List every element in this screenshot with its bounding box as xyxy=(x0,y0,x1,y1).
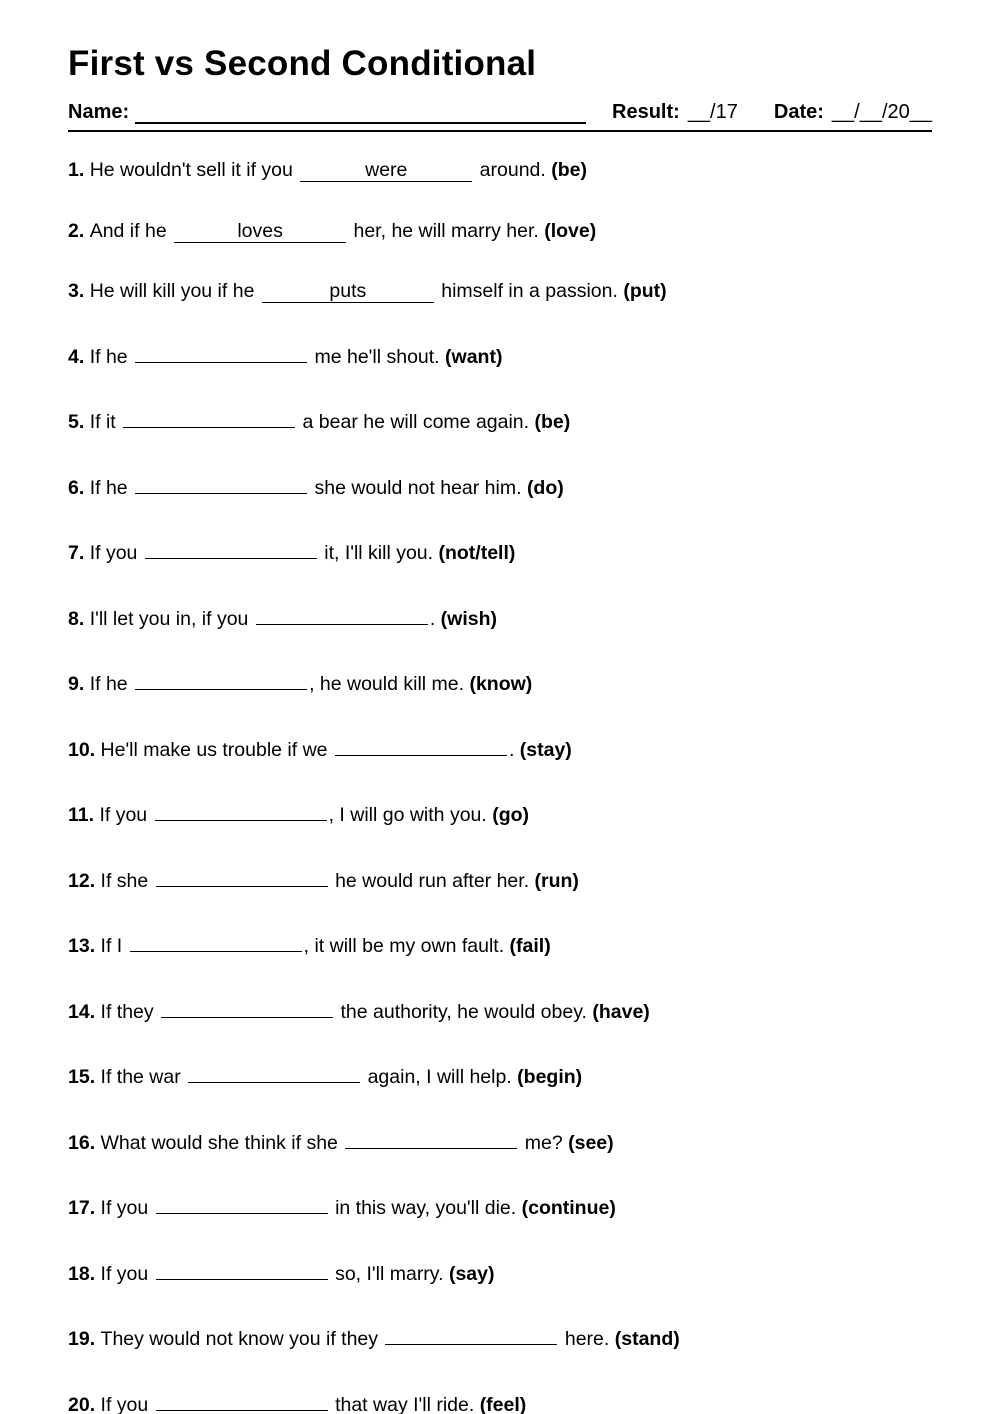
exercise-text-after: her, he will marry her. xyxy=(348,219,545,242)
exercise-row xyxy=(68,995,932,1024)
exercise-number: 16. xyxy=(68,1131,101,1154)
exercise-number: 4. xyxy=(68,345,90,368)
verb-hint: (love) xyxy=(544,219,597,242)
answer-blank[interactable] xyxy=(155,798,327,821)
exercise-text-after: the authority, he would obey. xyxy=(335,1000,593,1023)
exercise-number: 19. xyxy=(68,1328,101,1350)
exercise-number: 18. xyxy=(68,1262,101,1285)
exercise-row xyxy=(68,1388,932,1414)
exercise-text-before: If he xyxy=(89,476,134,499)
exercise-number: 17. xyxy=(68,1197,101,1219)
answer-blank[interactable] xyxy=(145,536,317,559)
exercise-number: 10. xyxy=(68,738,101,761)
page-title: First vs Second Conditional xyxy=(68,44,537,83)
verb-hint: (want) xyxy=(445,345,503,368)
answer-blank[interactable] xyxy=(156,1257,328,1280)
exercise-number: 3. xyxy=(68,280,90,302)
verb-hint: (run) xyxy=(534,869,579,892)
exercise-row xyxy=(68,1060,932,1089)
exercise-text-before: He wouldn't sell it if you xyxy=(89,159,299,181)
exercise-row xyxy=(68,536,932,565)
exercise-number: 7. xyxy=(68,542,90,564)
exercise-text-after: a bear he will come again. xyxy=(297,411,535,433)
answer-blank[interactable] xyxy=(135,667,307,690)
exercise-number: 9. xyxy=(68,673,90,695)
answer-text: were xyxy=(365,159,408,181)
exercise-text-after: in this way, you'll die. xyxy=(329,1197,522,1219)
exercise-text-after: she would not hear him. xyxy=(309,476,527,499)
exercise-number: 8. xyxy=(68,607,90,630)
exercise-text-before: If she xyxy=(100,869,154,892)
name-label: Name: xyxy=(68,101,130,123)
exercise-row xyxy=(68,864,932,893)
answer-text: puts xyxy=(329,280,367,302)
exercise-row xyxy=(68,798,932,827)
exercise-text-before: And if he xyxy=(89,219,173,242)
result-value[interactable]: __/17 xyxy=(687,101,738,123)
worksheet-header xyxy=(68,100,932,132)
exercise-number: 2. xyxy=(68,219,90,242)
date-label: Date: xyxy=(773,101,824,123)
exercise-text-after: . xyxy=(429,607,441,630)
exercise-row xyxy=(68,602,932,631)
exercise-row xyxy=(68,340,932,369)
exercise-text-before: He'll make us trouble if we xyxy=(100,738,333,761)
exercise-number: 6. xyxy=(68,476,90,499)
verb-hint: (know) xyxy=(469,673,533,695)
exercise-text-after: around. xyxy=(474,159,552,181)
exercise-text-after: that way I'll ride. xyxy=(329,1393,480,1414)
exercise-row xyxy=(68,279,932,303)
exercise-text-after: here. xyxy=(559,1328,615,1350)
verb-hint: (wish) xyxy=(440,607,498,630)
exercise-text-after: me he'll shout. xyxy=(309,345,446,368)
answer-blank[interactable] xyxy=(156,1191,328,1214)
answer-blank[interactable] xyxy=(156,864,328,887)
answer-blank[interactable] xyxy=(188,1060,360,1083)
exercise-text-after: himself in a passion. xyxy=(435,280,624,302)
answer-blank[interactable] xyxy=(161,995,333,1018)
verb-hint: (see) xyxy=(568,1131,614,1154)
answer-blank[interactable] xyxy=(345,1126,517,1149)
exercise-row xyxy=(68,929,932,958)
exercise-row xyxy=(68,1257,932,1286)
exercise-text-before: I'll let you in, if you xyxy=(89,607,254,630)
answer-blank[interactable] xyxy=(300,159,472,182)
exercise-text-before: If I xyxy=(100,935,128,957)
exercise-number: 13. xyxy=(68,935,101,957)
exercise-text-after: me? xyxy=(519,1131,569,1154)
exercise-text-before: What would she think if she xyxy=(100,1131,344,1154)
answer-blank[interactable] xyxy=(130,929,302,952)
exercise-text-after: . xyxy=(508,738,520,761)
exercise-row xyxy=(68,733,932,762)
verb-hint: (fail) xyxy=(509,935,551,957)
answer-blank[interactable] xyxy=(135,340,307,363)
exercise-text-after: , I will go with you. xyxy=(328,804,493,826)
verb-hint: (put) xyxy=(623,280,667,302)
answer-text: loves xyxy=(237,219,283,242)
answer-blank[interactable] xyxy=(156,1388,328,1411)
exercise-number: 12. xyxy=(68,869,101,892)
verb-hint: (be) xyxy=(534,411,571,433)
verb-hint: (begin) xyxy=(517,1066,583,1088)
verb-hint: (feel) xyxy=(479,1393,527,1414)
exercise-number: 15. xyxy=(68,1066,101,1088)
exercise-row xyxy=(68,1322,932,1351)
exercise-number: 20. xyxy=(68,1393,101,1414)
name-field-line[interactable] xyxy=(135,100,586,124)
result-label: Result: xyxy=(612,101,680,123)
exercise-text-before: If you xyxy=(89,542,143,564)
answer-blank[interactable] xyxy=(256,602,428,625)
verb-hint: (stand) xyxy=(614,1328,680,1350)
answer-blank[interactable] xyxy=(262,280,434,303)
answer-blank[interactable] xyxy=(335,733,507,756)
answer-blank[interactable] xyxy=(174,220,346,243)
exercise-text-before: If the war xyxy=(100,1066,187,1088)
verb-hint: (do) xyxy=(526,476,564,499)
exercise-row xyxy=(68,405,932,434)
exercise-text-before: If you xyxy=(100,1393,154,1414)
verb-hint: (say) xyxy=(448,1262,495,1285)
exercise-text-after: , it will be my own fault. xyxy=(303,935,510,957)
exercise-text-after: so, I'll marry. xyxy=(329,1262,449,1285)
exercise-row xyxy=(68,471,932,500)
exercise-text-before: If it xyxy=(89,411,122,433)
exercise-text-after: he would run after her. xyxy=(329,869,535,892)
exercise-row xyxy=(68,1191,932,1220)
exercise-text-before: If they xyxy=(100,1000,160,1023)
verb-hint: (have) xyxy=(592,1000,650,1023)
exercise-text-before: If you xyxy=(100,1262,154,1285)
exercise-text-before: If you xyxy=(99,804,153,826)
exercise-text-after: it, I'll kill you. xyxy=(318,542,439,564)
exercise-row xyxy=(68,158,932,182)
exercise-row xyxy=(68,1126,932,1155)
date-value[interactable]: __/__/20__ xyxy=(831,101,932,123)
answer-blank[interactable] xyxy=(123,405,295,428)
exercise-text-before: If he xyxy=(89,345,134,368)
verb-hint: (go) xyxy=(492,804,530,826)
exercise-text-before: If you xyxy=(100,1197,154,1219)
exercise-text-before: He will kill you if he xyxy=(89,280,260,302)
exercise-text-before: They would not know you if they xyxy=(100,1328,384,1350)
answer-blank[interactable] xyxy=(385,1322,557,1345)
verb-hint: (not/tell) xyxy=(438,542,516,564)
exercise-number: 11. xyxy=(68,804,100,826)
answer-blank[interactable] xyxy=(135,471,307,494)
verb-hint: (stay) xyxy=(519,738,572,761)
exercise-row xyxy=(68,219,932,243)
verb-hint: (continue) xyxy=(521,1197,616,1219)
verb-hint: (be) xyxy=(551,159,587,181)
exercise-number: 14. xyxy=(68,1000,101,1023)
exercise-row xyxy=(68,667,932,696)
exercise-number: 1. xyxy=(68,159,90,181)
exercise-text-after: again, I will help. xyxy=(362,1066,518,1088)
exercise-number: 5. xyxy=(68,411,90,433)
exercise-text-before: If he xyxy=(89,673,134,695)
exercise-list xyxy=(68,158,932,1414)
exercise-text-after: , he would kill me. xyxy=(309,673,470,695)
